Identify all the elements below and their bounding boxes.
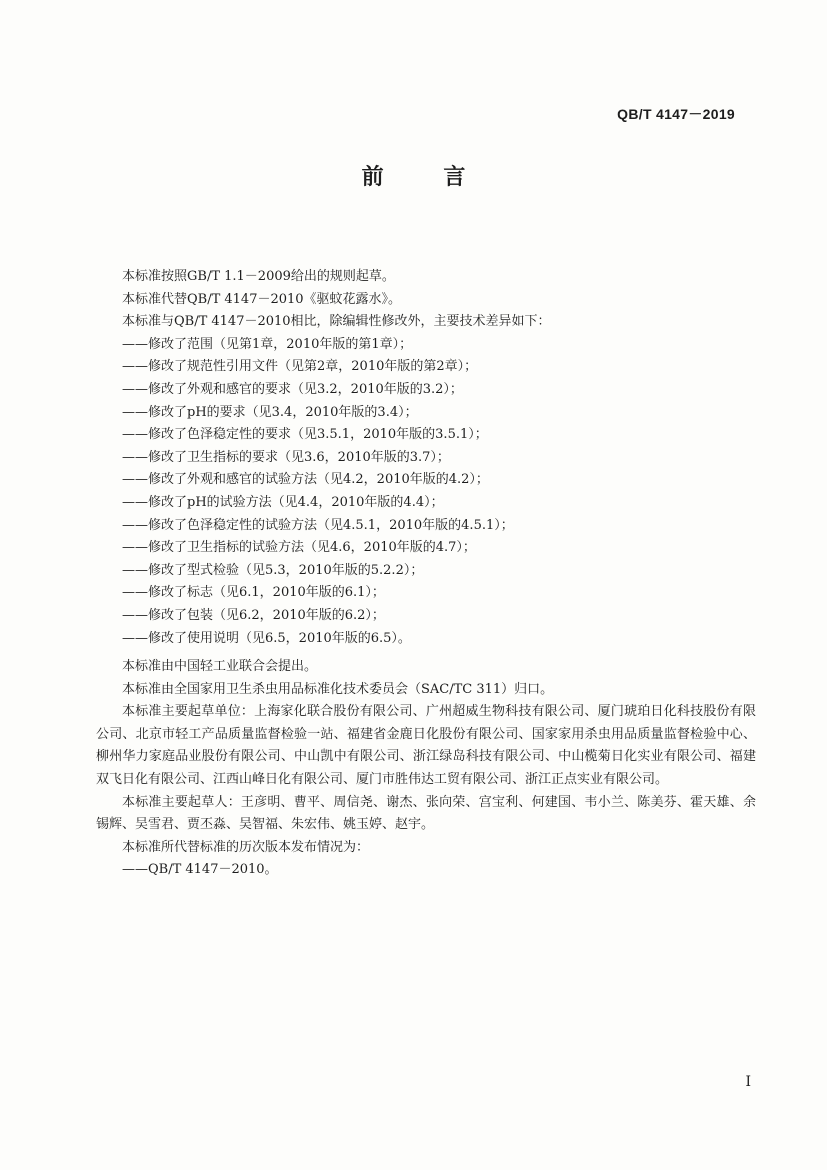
standard-code: QB/T 4147－2019: [617, 106, 735, 122]
change-item: ——修改了pH的要求（见3.4，2010年版的3.4）；: [122, 404, 418, 420]
history-item: ——QB/T 4147－2010。: [122, 862, 278, 878]
change-item: ——修改了卫生指标的试验方法（见4.6，2010年版的4.7）；: [122, 540, 476, 556]
change-item: ——修改了卫生指标的要求（见3.6，2010年版的3.7）；: [122, 449, 450, 465]
change-item: ——修改了外观和感官的要求（见3.2，2010年版的3.2）；: [122, 381, 463, 397]
change-item: ——修改了标志（见6.1，2010年版的6.1）；: [122, 585, 385, 601]
managed-by: 本标准由全国家用卫生杀虫用品标准化技术委员会（SAC/TC 311）归口。: [122, 681, 554, 697]
change-item: ——修改了pH的试验方法（见4.4，2010年版的4.4）；: [122, 494, 444, 510]
change-item: ——修改了规范性引用文件（见第2章，2010年版的第2章）；: [122, 359, 478, 375]
change-item: ——修改了包装（见6.2，2010年版的6.2）；: [122, 607, 385, 623]
change-item: ——修改了色泽稳定性的试验方法（见4.5.1，2010年版的4.5.1）；: [122, 517, 514, 533]
page-number: I: [745, 1074, 751, 1090]
drafting-units: 本标准主要起草单位：上海家化联合股份有限公司、广州超威生物科技有限公司、厦门琥珀日化科技股份有限公司、北京市轻工产品质量监督检验一站、福建省金鹿日化股份有限公司、国家家用杀虫用品质量监督检验中心、柳州华力家庭品业股份有限公司、中山凯中有限公司、浙江绿岛科技有限公司、中山榄菊日化实业有限公司、福建双飞日化有限公司、江西山峰日化有限公司、厦门市胜伟达工贸有限公司、浙江正点实业有限公司。: [96, 704, 756, 787]
change-item: ——修改了型式检验（见5.3，2010年版的5.2.2）；: [122, 562, 424, 578]
intro-line: 本标准与QB/T 4147－2010相比，除编辑性修改外，主要技术差异如下：: [122, 314, 551, 330]
history-intro: 本标准所代替标准的历次版本发布情况为：: [122, 839, 370, 855]
page-title: 前 言: [361, 165, 492, 190]
drafters: 本标准主要起草人：王彦明、曹平、周信尧、谢杰、张向荣、宫宝利、何建国、韦小兰、陈美芬、霍天雄、余锡辉、吴雪君、贾丕淼、吴智福、朱宏伟、姚玉婷、赵宇。: [96, 794, 756, 833]
info-section: [96, 656, 756, 882]
intro-line: 本标准按照GB/T 1.1－2009给出的规则起草。: [122, 269, 395, 284]
intro-line: 本标准代替QB/T 4147－2010《驱蚊花露水》。: [122, 291, 402, 307]
change-item: ——修改了色泽稳定性的要求（见3.5.1，2010年版的3.5.1）；: [122, 427, 488, 443]
change-item: ——修改了外观和感官的试验方法（见4.2，2010年版的4.2）；: [122, 472, 489, 488]
change-item: ——修改了范围（见第1章，2010年版的第1章）；: [122, 336, 413, 352]
change-item: ——修改了使用说明（见6.5，2010年版的6.5）。: [122, 630, 411, 646]
proposed-by: 本标准由中国轻工业联合会提出。: [122, 659, 318, 674]
intro-section: [96, 266, 756, 650]
